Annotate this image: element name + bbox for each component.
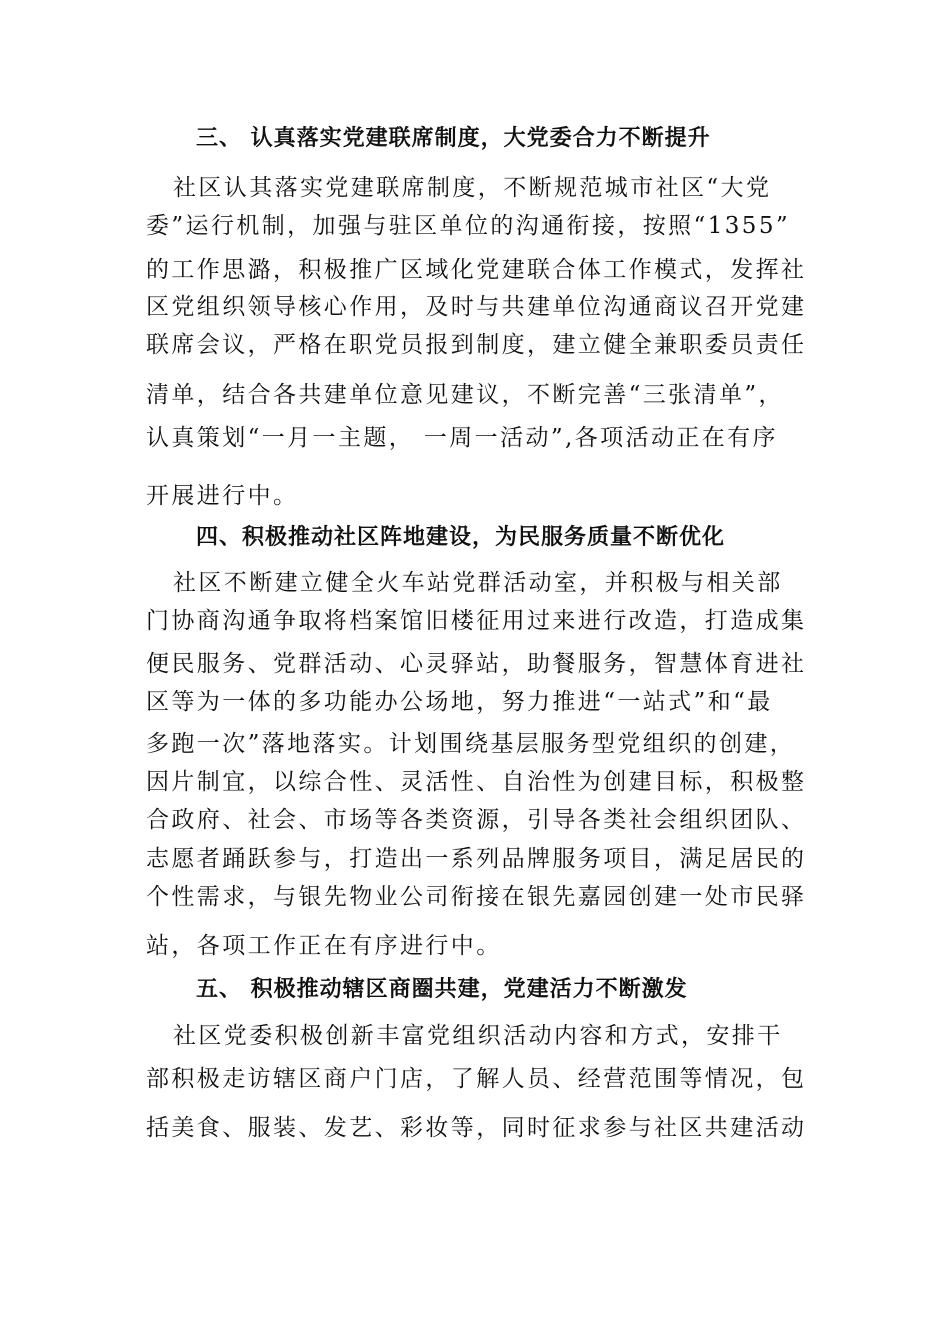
- paragraph-line: 部积极走访辖区商户门店，了解人员、经营范围等情况，包: [146, 1066, 807, 1092]
- paragraph-line: 社区党委积极创新丰富党组织活动内容和方式，安排干: [173, 1023, 783, 1049]
- section-4-heading: 四、积极推动社区阵地建设，为民服务质量不断优化: [196, 525, 726, 550]
- paragraph-line: 社区不断建立健全火车站党群活动室，并积极与相关部: [173, 570, 783, 596]
- paragraph-line: 社区认其落实党建联席制度，不断规范城市社区“大党: [173, 175, 772, 201]
- paragraph-line: 联席会议，严格在职党员报到制度，建立健全兼职委员责任: [146, 332, 807, 358]
- paragraph-line: 区党组织领导核心作用，及时与共建单位沟通商议召开党建: [146, 294, 807, 320]
- paragraph-line: 括美食、服装、发艺、彩妆等，同时征求参与社区共建活动: [146, 1115, 807, 1141]
- paragraph-line: 多跑一次”落地落实。计划围绕基层服务型党组织的创建，: [146, 731, 796, 757]
- paragraph-line: 区等为一体的多功能办公场地，努力推进“一站式”和“最: [146, 689, 773, 715]
- paragraph-line: 志愿者踊跃参与，打造出一系列品牌服务项目，满足居民的: [146, 846, 807, 872]
- paragraph-line: 清单，结合各共建单位意见建议，不断完善“三张清单”，: [146, 382, 784, 408]
- paragraph-line: 委”运行机制，加强与驻区单位的沟通衔接，按照“1355”: [146, 213, 791, 239]
- paragraph-line: 门协商沟通争取将档案馆旧楼征用过来进行改造，打造成集: [146, 608, 807, 634]
- paragraph-line: 认真策划“一月一主题， 一周一活动”,各项活动正在有序: [146, 425, 778, 451]
- paragraph-line: 个性需求，与银先物业公司衔接在银先嘉园创建一处市民驿: [146, 884, 807, 910]
- section-3-heading: 三、 认真落实党建联席制度，大党委合力不断提升: [196, 126, 711, 151]
- paragraph-line: 站，各项工作正在有序进行中。: [146, 933, 502, 959]
- paragraph-line: 便民服务、党群活动、心灵驿站，助餐服务，智慧体育进社: [146, 651, 807, 677]
- paragraph-line: 合政府、社会、市场等各类资源，引导各类社会组织团队、: [146, 807, 807, 833]
- paragraph-line: 开展进行中。: [146, 483, 299, 509]
- paragraph-line: 的工作思潞，积极推广区域化党建联合体工作模式，发挥社: [146, 257, 807, 283]
- section-5-heading: 五、 积极推动辖区商圈共建，党建活力不断激发: [196, 977, 688, 1002]
- paragraph-line: 因片制宜，以综合性、灵活性、自治性为创建目标，积极整: [146, 769, 807, 795]
